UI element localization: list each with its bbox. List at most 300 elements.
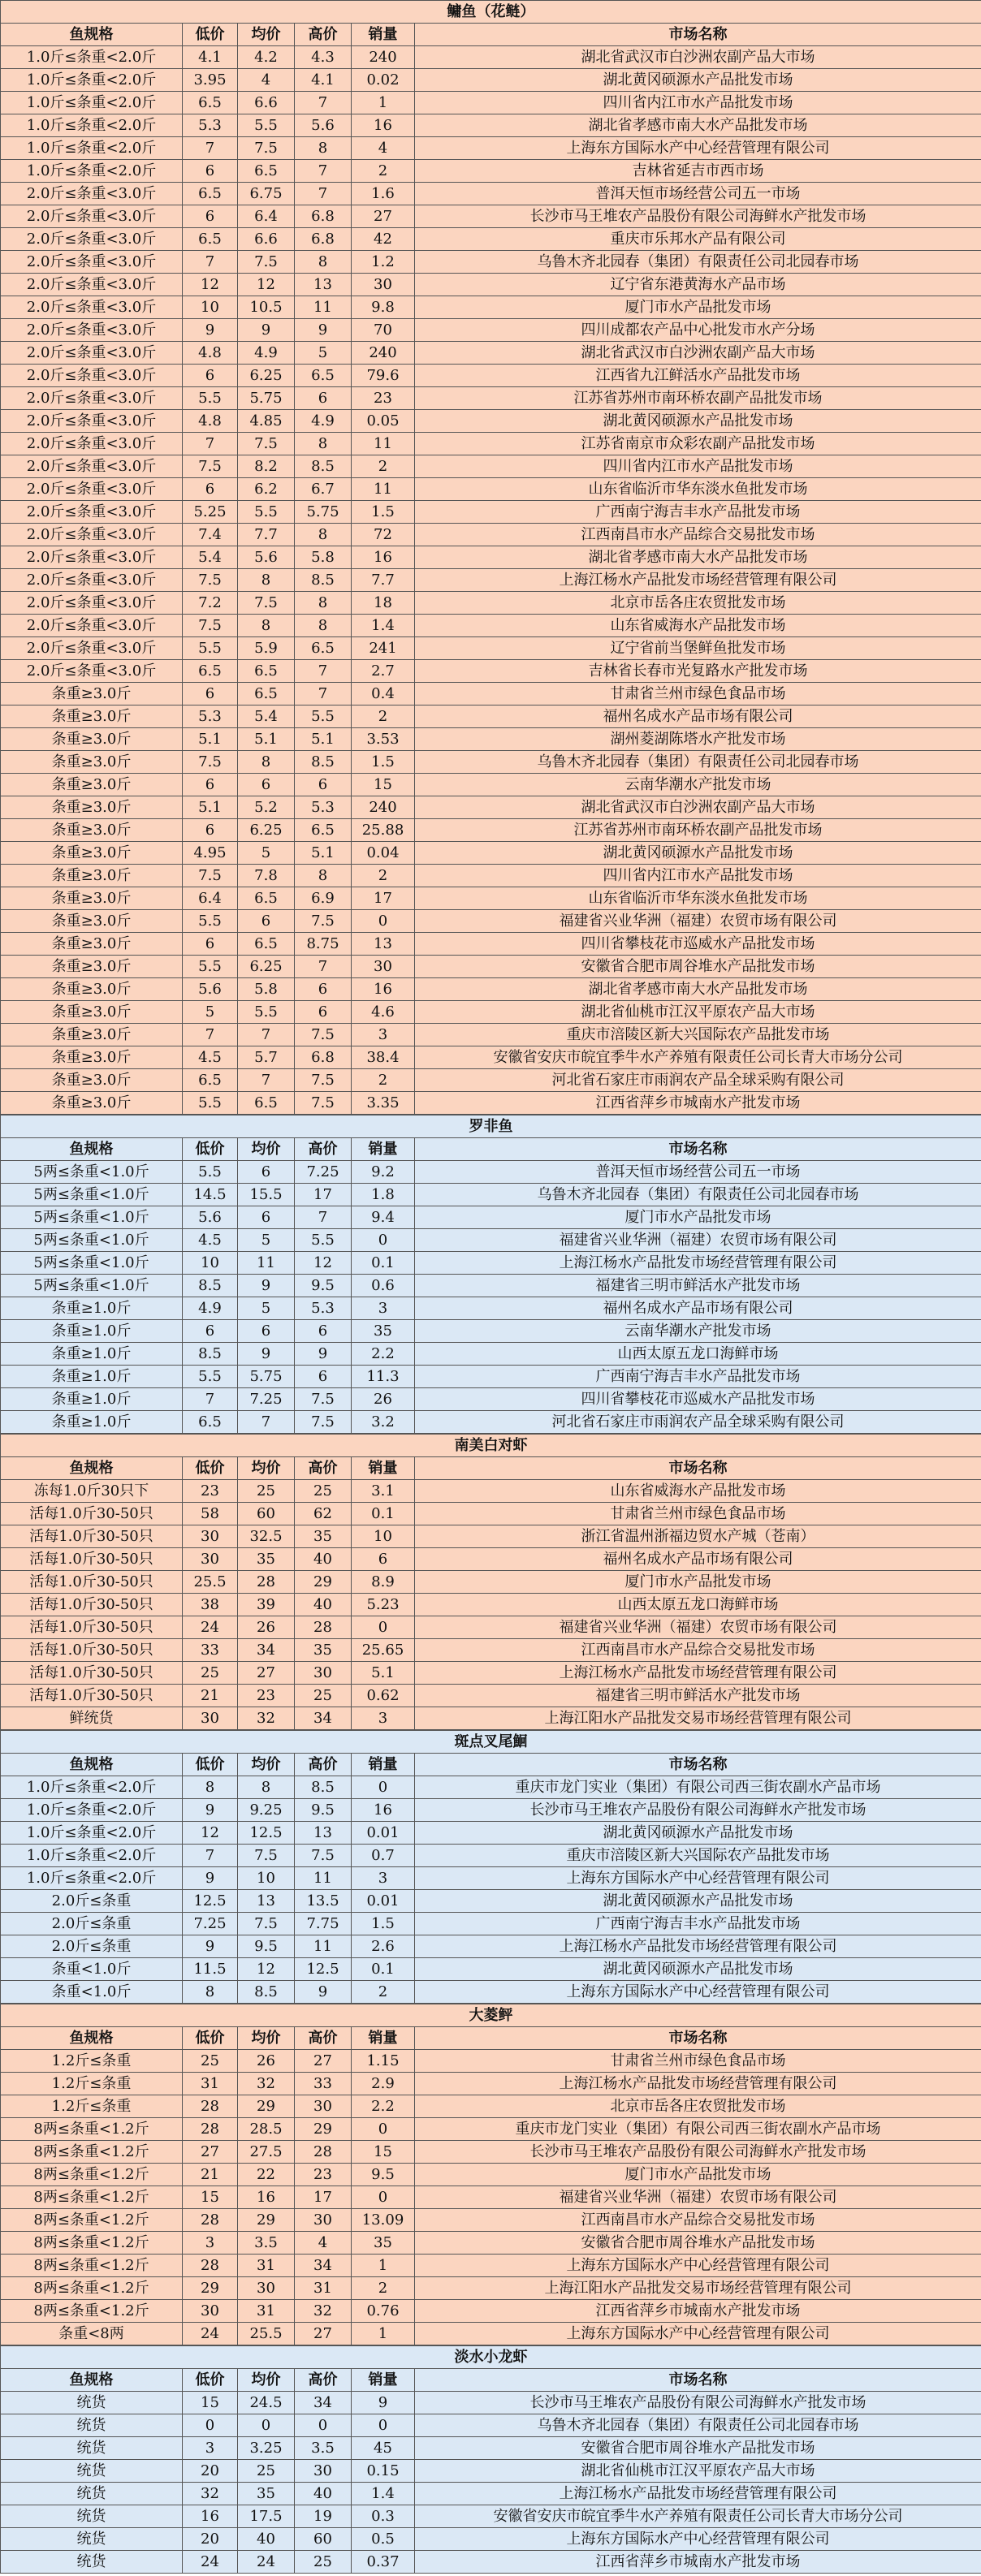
- avg-price-cell: 6.6: [238, 228, 295, 251]
- market-name-cell: 辽宁省东港黄海水产品市场: [415, 274, 981, 296]
- low-price-cell: 5.25: [183, 501, 238, 524]
- avg-price-cell: 5.2: [238, 796, 295, 819]
- table-row: [1, 478, 981, 501]
- volume-cell: 3: [352, 1867, 415, 1890]
- market-name-cell: 厦门市水产品批发市场: [415, 296, 981, 319]
- table-row: [1, 433, 981, 455]
- low-price-cell: 15: [183, 2392, 238, 2414]
- volume-cell: 0.76: [352, 2300, 415, 2323]
- table-row: [1, 2300, 981, 2323]
- table-row: [1, 2118, 981, 2141]
- low-price-cell: 7: [183, 137, 238, 160]
- volume-cell: 0.37: [352, 2551, 415, 2574]
- spec-cell: 活每1.0斤30-50只: [1, 1662, 183, 1685]
- table-row: [1, 751, 981, 774]
- avg-price-cell: 29: [238, 2095, 295, 2118]
- low-price-cell: 20: [183, 2528, 238, 2551]
- avg-price-cell: 4.85: [238, 410, 295, 433]
- high-price-cell: 7: [295, 956, 352, 978]
- market-name-cell: 上海江阳水产品批发交易市场经营管理有限公司: [415, 1707, 981, 1730]
- avg-price-cell: 7: [238, 1069, 295, 1092]
- low-price-cell: 5: [183, 1001, 238, 1024]
- avg-price-cell: 12.5: [238, 1822, 295, 1845]
- high-price-cell: 11: [295, 1935, 352, 1958]
- table-row: [1, 251, 981, 274]
- high-price-cell: 34: [295, 2255, 352, 2277]
- high-price-cell: 8: [295, 615, 352, 637]
- avg-price-cell: 32: [238, 1707, 295, 1730]
- column-header-market: 市场名称: [415, 2369, 981, 2392]
- high-price-cell: 6.8: [295, 205, 352, 228]
- table-row: [1, 228, 981, 251]
- spec-cell: 条重<1.0斤: [1, 1981, 183, 2004]
- volume-cell: 9.5: [352, 2164, 415, 2186]
- column-header-spec: 鱼规格: [1, 2027, 183, 2050]
- low-price-cell: 6.5: [183, 183, 238, 205]
- table-row: [1, 2483, 981, 2505]
- column-header-avg: 均价: [238, 2027, 295, 2050]
- volume-cell: 0: [352, 910, 415, 933]
- avg-price-cell: 5.8: [238, 978, 295, 1001]
- market-name-cell: 四川省内江市水产品批发市场: [415, 455, 981, 478]
- table-row: [1, 1981, 981, 2004]
- avg-price-cell: 26: [238, 2050, 295, 2073]
- avg-price-cell: 5.1: [238, 728, 295, 751]
- market-name-cell: 上海东方国际水产中心经营管理有限公司: [415, 137, 981, 160]
- low-price-cell: 9: [183, 1935, 238, 1958]
- spec-cell: 2.0斤≤条重<3.0斤: [1, 410, 183, 433]
- avg-price-cell: 5.5: [238, 114, 295, 137]
- market-name-cell: 河北省石家庄市雨润农产品全球采购有限公司: [415, 1411, 981, 1434]
- table-row: [1, 1707, 981, 1730]
- high-price-cell: 33: [295, 2073, 352, 2095]
- low-price-cell: 4.9: [183, 1297, 238, 1320]
- high-price-cell: 30: [295, 2209, 352, 2232]
- spec-cell: 5两≤条重<1.0斤: [1, 1206, 183, 1229]
- header-row: [1, 1754, 981, 1776]
- low-price-cell: 6: [183, 365, 238, 387]
- high-price-cell: 5.6: [295, 114, 352, 137]
- volume-cell: 30: [352, 956, 415, 978]
- low-price-cell: 4.1: [183, 46, 238, 69]
- low-price-cell: 6: [183, 205, 238, 228]
- market-name-cell: 湖州菱湖陈塔水产批发市场: [415, 728, 981, 751]
- table-row: [1, 2095, 981, 2118]
- volume-cell: 11: [352, 433, 415, 455]
- high-price-cell: 27: [295, 2050, 352, 2073]
- spec-cell: 活每1.0斤30-50只: [1, 1503, 183, 1525]
- market-name-cell: 江西南昌市水产品综合交易批发市场: [415, 524, 981, 546]
- header-row: [1, 1138, 981, 1161]
- volume-cell: 9: [352, 2392, 415, 2414]
- column-header-low: 低价: [183, 1754, 238, 1776]
- spec-cell: 条重≥1.0斤: [1, 1366, 183, 1388]
- spec-cell: 5两≤条重<1.0斤: [1, 1161, 183, 1184]
- low-price-cell: 30: [183, 1548, 238, 1571]
- spec-cell: 统货: [1, 2392, 183, 2414]
- spec-cell: 条重≥3.0斤: [1, 842, 183, 865]
- high-price-cell: 8: [295, 251, 352, 274]
- table-row: [1, 2232, 981, 2255]
- volume-cell: 1.4: [352, 2483, 415, 2505]
- header-row: [1, 1457, 981, 1480]
- section-table: [0, 0, 981, 1115]
- market-name-cell: 湖北省孝感市南大水产品批发市场: [415, 114, 981, 137]
- volume-cell: 0.05: [352, 410, 415, 433]
- low-price-cell: 5.5: [183, 637, 238, 660]
- volume-cell: 1.4: [352, 615, 415, 637]
- market-name-cell: 安徽省安庆市皖宜季牛水产养殖有限责任公司长青大市场分公司: [415, 1046, 981, 1069]
- volume-cell: 16: [352, 546, 415, 569]
- avg-price-cell: 25: [238, 1480, 295, 1503]
- low-price-cell: 6.5: [183, 92, 238, 114]
- volume-cell: 3: [352, 1297, 415, 1320]
- volume-cell: 2.6: [352, 1935, 415, 1958]
- market-name-cell: 浙江省温州浙福边贸水产城（苍南）: [415, 1525, 981, 1548]
- spec-cell: 条重≥3.0斤: [1, 796, 183, 819]
- low-price-cell: 5.1: [183, 728, 238, 751]
- spec-cell: 统货: [1, 2437, 183, 2460]
- market-name-cell: 乌鲁木齐北园春（集团）有限责任公司北园春市场: [415, 751, 981, 774]
- avg-price-cell: 6.5: [238, 160, 295, 183]
- low-price-cell: 12.5: [183, 1890, 238, 1913]
- market-name-cell: 普洱天恒市场经营公司五一市场: [415, 1161, 981, 1184]
- market-name-cell: 安徽省合肥市周谷堆水产品批发市场: [415, 2232, 981, 2255]
- spec-cell: 条重≥3.0斤: [1, 683, 183, 705]
- spec-cell: 冻每1.0斤30只下: [1, 1480, 183, 1503]
- low-price-cell: 28: [183, 2118, 238, 2141]
- spec-cell: 1.0斤≤条重<2.0斤: [1, 69, 183, 92]
- high-price-cell: 0: [295, 2414, 352, 2437]
- spec-cell: 条重≥3.0斤: [1, 1069, 183, 1092]
- spec-cell: 条重≥1.0斤: [1, 1388, 183, 1411]
- high-price-cell: 13: [295, 1822, 352, 1845]
- avg-price-cell: 3.25: [238, 2437, 295, 2460]
- low-price-cell: 4.5: [183, 1046, 238, 1069]
- low-price-cell: 6.5: [183, 1069, 238, 1092]
- low-price-cell: 6: [183, 1320, 238, 1343]
- table-row: [1, 365, 981, 387]
- spec-cell: 2.0斤≤条重: [1, 1913, 183, 1935]
- avg-price-cell: 6: [238, 1320, 295, 1343]
- avg-price-cell: 10: [238, 1867, 295, 1890]
- avg-price-cell: 6.5: [238, 683, 295, 705]
- market-name-cell: 福州名成水产品市场有限公司: [415, 705, 981, 728]
- spec-cell: 统货: [1, 2483, 183, 2505]
- spec-cell: 统货: [1, 2414, 183, 2437]
- header-row: [1, 24, 981, 46]
- avg-price-cell: 8: [238, 569, 295, 592]
- table-row: [1, 1001, 981, 1024]
- column-header-low: 低价: [183, 2369, 238, 2392]
- market-name-cell: 山东省临沂市华东淡水鱼批发市场: [415, 478, 981, 501]
- market-name-cell: 长沙市马王堆农产品股份有限公司海鲜水产批发市场: [415, 205, 981, 228]
- avg-price-cell: 7.5: [238, 1845, 295, 1867]
- spec-cell: 2.0斤≤条重<3.0斤: [1, 637, 183, 660]
- volume-cell: 3.53: [352, 728, 415, 751]
- low-price-cell: 6.4: [183, 887, 238, 910]
- market-name-cell: 江西省萍乡市城南水产批发市场: [415, 2300, 981, 2323]
- market-name-cell: 乌鲁木齐北园春（集团）有限责任公司北园春市场: [415, 2414, 981, 2437]
- table-row: [1, 842, 981, 865]
- spec-cell: 条重≥1.0斤: [1, 1343, 183, 1366]
- volume-cell: 1: [352, 92, 415, 114]
- low-price-cell: 12: [183, 1822, 238, 1845]
- table-row: [1, 1252, 981, 1275]
- high-price-cell: 17: [295, 1184, 352, 1206]
- avg-price-cell: 23: [238, 1685, 295, 1707]
- table-row: [1, 1594, 981, 1616]
- avg-price-cell: 27: [238, 1662, 295, 1685]
- avg-price-cell: 6: [238, 774, 295, 796]
- market-name-cell: 云南华潮水产批发市场: [415, 1320, 981, 1343]
- spec-cell: 条重≥1.0斤: [1, 1297, 183, 1320]
- spec-cell: 1.0斤≤条重<2.0斤: [1, 1867, 183, 1890]
- table-row: [1, 2277, 981, 2300]
- avg-price-cell: 17.5: [238, 2505, 295, 2528]
- market-name-cell: 湖北省仙桃市江汉平原农产品大市场: [415, 2460, 981, 2483]
- volume-cell: 13.09: [352, 2209, 415, 2232]
- table-row: [1, 1411, 981, 1434]
- spec-cell: 1.2斤≤条重: [1, 2050, 183, 2073]
- high-price-cell: 25: [295, 1480, 352, 1503]
- spec-cell: 活每1.0斤30-50只: [1, 1639, 183, 1662]
- low-price-cell: 32: [183, 2483, 238, 2505]
- spec-cell: 2.0斤≤条重<3.0斤: [1, 569, 183, 592]
- market-name-cell: 广西南宁海吉丰水产品批发市场: [415, 1366, 981, 1388]
- market-name-cell: 江苏省苏州市南环桥农副产品批发市场: [415, 387, 981, 410]
- market-name-cell: 长沙市马王堆农产品股份有限公司海鲜水产批发市场: [415, 2141, 981, 2164]
- high-price-cell: 23: [295, 2164, 352, 2186]
- table-row: [1, 865, 981, 887]
- table-row: [1, 1639, 981, 1662]
- volume-cell: 0: [352, 1229, 415, 1252]
- high-price-cell: 25: [295, 1685, 352, 1707]
- high-price-cell: 7: [295, 660, 352, 683]
- high-price-cell: 7.75: [295, 1913, 352, 1935]
- market-name-cell: 福建省兴业华洲（福建）农贸市场有限公司: [415, 2186, 981, 2209]
- table-row: [1, 1229, 981, 1252]
- low-price-cell: 25: [183, 1662, 238, 1685]
- high-price-cell: 4: [295, 2232, 352, 2255]
- low-price-cell: 7.5: [183, 615, 238, 637]
- table-row: [1, 1890, 981, 1913]
- table-row: [1, 2392, 981, 2414]
- avg-price-cell: 7.5: [238, 592, 295, 615]
- high-price-cell: 30: [295, 2460, 352, 2483]
- high-price-cell: 9: [295, 1981, 352, 2004]
- table-row: [1, 1822, 981, 1845]
- volume-cell: 0.01: [352, 1822, 415, 1845]
- table-row: [1, 524, 981, 546]
- market-name-cell: 山东省威海水产品批发市场: [415, 615, 981, 637]
- column-header-spec: 鱼规格: [1, 24, 183, 46]
- spec-cell: 2.0斤≤条重<3.0斤: [1, 319, 183, 342]
- avg-price-cell: 8: [238, 751, 295, 774]
- volume-cell: 2: [352, 160, 415, 183]
- low-price-cell: 0: [183, 2414, 238, 2437]
- avg-price-cell: 24.5: [238, 2392, 295, 2414]
- table-row: [1, 114, 981, 137]
- table-row: [1, 615, 981, 637]
- spec-cell: 2.0斤≤条重<3.0斤: [1, 501, 183, 524]
- table-row: [1, 978, 981, 1001]
- low-price-cell: 9: [183, 319, 238, 342]
- high-price-cell: 5.5: [295, 705, 352, 728]
- market-name-cell: 上海东方国际水产中心经营管理有限公司: [415, 1981, 981, 2004]
- low-price-cell: 24: [183, 2323, 238, 2345]
- high-price-cell: 8.5: [295, 751, 352, 774]
- market-name-cell: 湖北黄冈硕源水产品批发市场: [415, 842, 981, 865]
- low-price-cell: 21: [183, 2164, 238, 2186]
- table-row: [1, 2505, 981, 2528]
- column-header-spec: 鱼规格: [1, 1754, 183, 1776]
- market-name-cell: 山西太原五龙口海鲜市场: [415, 1594, 981, 1616]
- table-row: [1, 455, 981, 478]
- high-price-cell: 9.5: [295, 1275, 352, 1297]
- high-price-cell: 4.9: [295, 410, 352, 433]
- market-name-cell: 四川成都农产品中心批发市水产分场: [415, 319, 981, 342]
- low-price-cell: 5.4: [183, 546, 238, 569]
- spec-cell: 8两≤条重<1.2斤: [1, 2164, 183, 2186]
- market-name-cell: 湖北黄冈硕源水产品批发市场: [415, 69, 981, 92]
- high-price-cell: 5.3: [295, 1297, 352, 1320]
- column-header-market: 市场名称: [415, 24, 981, 46]
- avg-price-cell: 6.75: [238, 183, 295, 205]
- high-price-cell: 5.5: [295, 1229, 352, 1252]
- avg-price-cell: 5.9: [238, 637, 295, 660]
- low-price-cell: 7.5: [183, 569, 238, 592]
- avg-price-cell: 5.5: [238, 501, 295, 524]
- market-name-cell: 河北省石家庄市雨润农产品全球采购有限公司: [415, 1069, 981, 1092]
- low-price-cell: 6.5: [183, 660, 238, 683]
- high-price-cell: 7: [295, 92, 352, 114]
- volume-cell: 1.8: [352, 1184, 415, 1206]
- low-price-cell: 30: [183, 2300, 238, 2323]
- section-table: [0, 2004, 981, 2345]
- volume-cell: 42: [352, 228, 415, 251]
- volume-cell: 2: [352, 2277, 415, 2300]
- avg-price-cell: 9: [238, 319, 295, 342]
- low-price-cell: 8: [183, 1981, 238, 2004]
- high-price-cell: 27: [295, 2323, 352, 2345]
- table-row: [1, 796, 981, 819]
- low-price-cell: 8.5: [183, 1343, 238, 1366]
- market-name-cell: 福建省三明市鲜活水产批发市场: [415, 1275, 981, 1297]
- spec-cell: 1.0斤≤条重<2.0斤: [1, 114, 183, 137]
- header-row: [1, 2027, 981, 2050]
- volume-cell: 0.02: [352, 69, 415, 92]
- low-price-cell: 11.5: [183, 1958, 238, 1981]
- volume-cell: 0: [352, 2414, 415, 2437]
- column-header-low: 低价: [183, 1138, 238, 1161]
- table-row: [1, 2255, 981, 2277]
- column-header-high: 高价: [295, 24, 352, 46]
- table-row: [1, 1206, 981, 1229]
- spec-cell: 1.0斤≤条重<2.0斤: [1, 1799, 183, 1822]
- volume-cell: 72: [352, 524, 415, 546]
- table-row: [1, 160, 981, 183]
- market-name-cell: 上海江杨水产品批发市场经营管理有限公司: [415, 2483, 981, 2505]
- spec-cell: 2.0斤≤条重<3.0斤: [1, 546, 183, 569]
- spec-cell: 2.0斤≤条重<3.0斤: [1, 524, 183, 546]
- market-name-cell: 厦门市水产品批发市场: [415, 2164, 981, 2186]
- low-price-cell: 6: [183, 774, 238, 796]
- column-header-market: 市场名称: [415, 1754, 981, 1776]
- avg-price-cell: 8.5: [238, 1981, 295, 2004]
- volume-cell: 4.6: [352, 1001, 415, 1024]
- high-price-cell: 31: [295, 2277, 352, 2300]
- high-price-cell: 6: [295, 1001, 352, 1024]
- volume-cell: 0.04: [352, 842, 415, 865]
- high-price-cell: 9: [295, 1343, 352, 1366]
- avg-price-cell: 32.5: [238, 1525, 295, 1548]
- low-price-cell: 5.5: [183, 1161, 238, 1184]
- market-name-cell: 江西省萍乡市城南水产批发市场: [415, 2551, 981, 2574]
- low-price-cell: 30: [183, 1525, 238, 1548]
- table-row: [1, 205, 981, 228]
- low-price-cell: 4.8: [183, 342, 238, 365]
- market-name-cell: 湖北省武汉市白沙洲农副产品大市场: [415, 342, 981, 365]
- column-header-low: 低价: [183, 2027, 238, 2050]
- spec-cell: 条重≥3.0斤: [1, 1092, 183, 1115]
- market-name-cell: 四川省内江市水产品批发市场: [415, 92, 981, 114]
- volume-cell: 18: [352, 592, 415, 615]
- avg-price-cell: 40: [238, 2528, 295, 2551]
- spec-cell: 条重≥3.0斤: [1, 887, 183, 910]
- spec-cell: 条重≥1.0斤: [1, 1320, 183, 1343]
- high-price-cell: 8.5: [295, 1776, 352, 1799]
- low-price-cell: 5.5: [183, 910, 238, 933]
- spec-cell: 1.0斤≤条重<2.0斤: [1, 46, 183, 69]
- avg-price-cell: 11: [238, 1252, 295, 1275]
- spec-cell: 条重≥3.0斤: [1, 910, 183, 933]
- table-row: [1, 1069, 981, 1092]
- high-price-cell: 8: [295, 524, 352, 546]
- avg-price-cell: 6.5: [238, 933, 295, 956]
- spec-cell: 条重≥3.0斤: [1, 978, 183, 1001]
- table-row: [1, 296, 981, 319]
- section-title: 南美白对虾: [1, 1435, 981, 1457]
- avg-price-cell: 35: [238, 2483, 295, 2505]
- low-price-cell: 31: [183, 2073, 238, 2095]
- table-row: [1, 501, 981, 524]
- table-row: [1, 1958, 981, 1981]
- market-name-cell: 重庆市龙门实业（集团）有限公司西三街农副水产品市场: [415, 2118, 981, 2141]
- low-price-cell: 28: [183, 2209, 238, 2232]
- volume-cell: 13: [352, 933, 415, 956]
- high-price-cell: 29: [295, 2118, 352, 2141]
- column-header-avg: 均价: [238, 1138, 295, 1161]
- low-price-cell: 6: [183, 160, 238, 183]
- market-name-cell: 江西南昌市水产品综合交易批发市场: [415, 2209, 981, 2232]
- table-row: [1, 933, 981, 956]
- volume-cell: 35: [352, 2232, 415, 2255]
- low-price-cell: 5.3: [183, 114, 238, 137]
- column-header-spec: 鱼规格: [1, 2369, 183, 2392]
- high-price-cell: 12: [295, 1252, 352, 1275]
- high-price-cell: 25: [295, 2551, 352, 2574]
- column-header-high: 高价: [295, 1754, 352, 1776]
- low-price-cell: 7: [183, 251, 238, 274]
- spec-cell: 5两≤条重<1.0斤: [1, 1252, 183, 1275]
- high-price-cell: 6.5: [295, 819, 352, 842]
- low-price-cell: 5.5: [183, 387, 238, 410]
- table-row: [1, 342, 981, 365]
- spec-cell: 8两≤条重<1.2斤: [1, 2141, 183, 2164]
- column-header-market: 市场名称: [415, 1457, 981, 1480]
- market-name-cell: 福建省兴业华洲（福建）农贸市场有限公司: [415, 910, 981, 933]
